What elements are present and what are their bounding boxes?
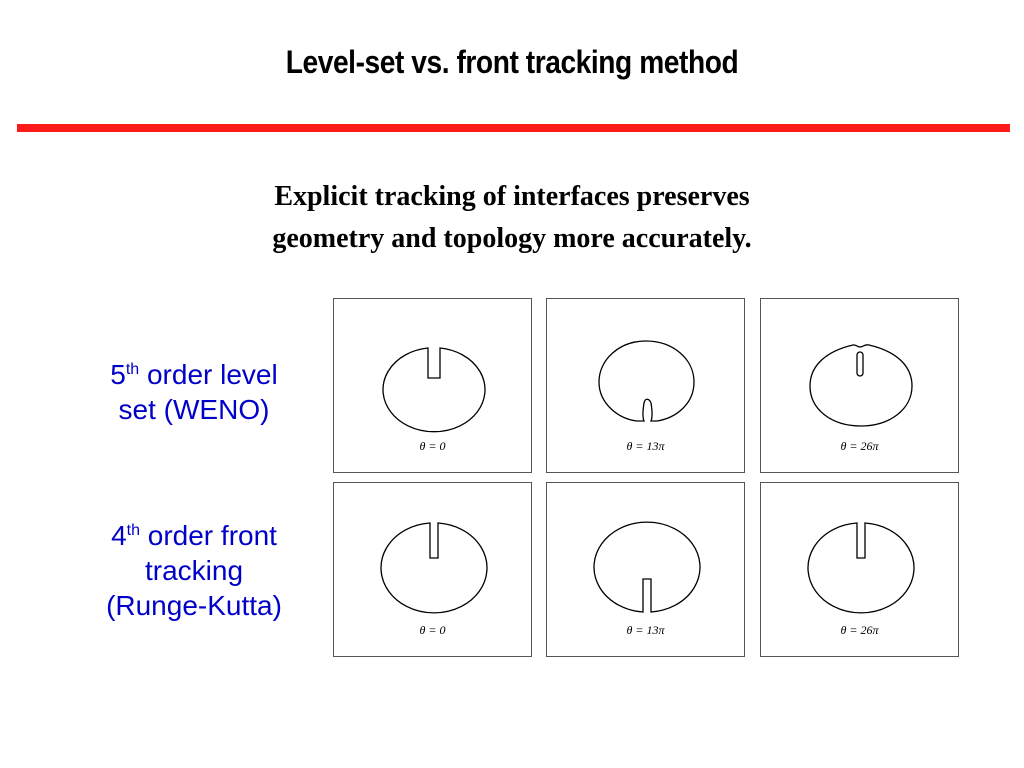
subtitle-line-1: Explicit tracking of interfaces preserves	[274, 181, 750, 212]
panel-front-tracking-theta-13pi	[546, 482, 745, 657]
panel-caption: θ = 0	[419, 439, 446, 453]
panel-caption: θ = 13π	[626, 623, 665, 637]
panel-caption: θ = 13π	[626, 439, 665, 453]
order-suffix: th	[125, 361, 140, 378]
panel-level-set-theta-0	[333, 298, 532, 473]
panel-caption: θ = 26π	[840, 439, 879, 453]
row-label-line-1	[74, 518, 314, 553]
order-suffix: th	[126, 522, 140, 539]
panel-level-set-theta-13pi	[546, 298, 745, 473]
row-label-text: order front	[139, 520, 277, 551]
row-label-text: order level	[139, 359, 278, 390]
panel-caption: θ = 26π	[840, 623, 879, 637]
row-label-line-2: set (WENO)	[118, 394, 270, 425]
row-label-line-2: tracking	[144, 555, 244, 586]
row-label-level-set	[74, 357, 314, 427]
row-label-front-tracking	[74, 518, 314, 623]
panel-front-tracking-theta-0	[333, 482, 532, 657]
subtitle-line-2: geometry and topology more accurately.	[272, 223, 752, 254]
panel-front-tracking-theta-26pi	[760, 482, 959, 657]
slide-subtitle	[0, 176, 1024, 260]
row-label-line-3: (Runge-Kutta)	[106, 590, 282, 621]
slide-title: Level-set vs. front tracking method	[285, 44, 739, 80]
order-number: 4	[111, 520, 127, 551]
row-label-line-1	[74, 357, 314, 392]
panel-caption: θ = 0	[419, 623, 446, 637]
panel-level-set-theta-26pi	[760, 298, 959, 473]
order-number: 5	[110, 359, 126, 390]
title-divider	[17, 124, 1010, 132]
